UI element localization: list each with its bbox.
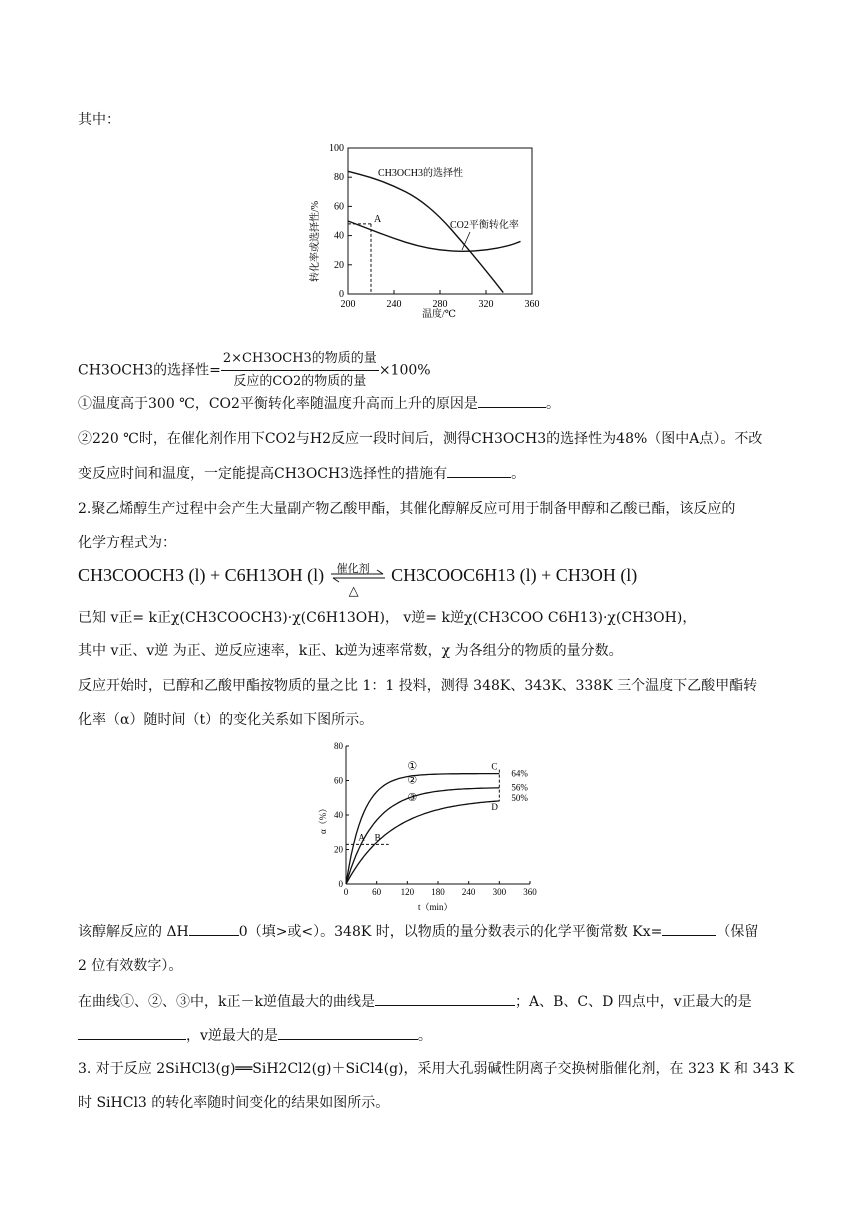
problem-3a: 反应开始时，已醇和乙酸甲酯按物质的量之比 1：1 投料，测得 348K、343K、338K 三个温度下乙酸甲酯转 xyxy=(78,678,758,694)
question-1-text: ①温度高于300 ℃，CO2平衡转化率随温度升高而上升的原因是 xyxy=(78,396,478,412)
rate-equation: 已知 v正= k正χ(CH3COOCH3)·χ(C6H13OH)， v逆= k逆χ(CH3COO C6H13)·χ(CH3OH)， xyxy=(78,610,697,626)
point-d-label: D xyxy=(491,802,498,813)
question-3 xyxy=(78,921,758,942)
chart1-ytick-label: 80 xyxy=(334,172,344,184)
question-2a: ②220 ℃时，在催化剂作用下CO2与H2反应一段时间后，测得CH3OCH3的选择性为48%（图中A点）。不改 xyxy=(78,431,763,447)
chart1-ytick-label: 0 xyxy=(339,289,344,300)
chart2-xlabel: t（min） xyxy=(418,902,453,912)
chart2-ytick-label: 60 xyxy=(334,775,343,786)
chart1-xlabel: 温度/℃ xyxy=(422,309,456,320)
question-4b xyxy=(78,1025,432,1046)
question-4-text-d: 。 xyxy=(417,1028,432,1044)
end-label-56: 56% xyxy=(511,782,528,793)
selectivity-formula xyxy=(78,348,431,393)
problem-2a: 2.聚乙烯醇生产过程中会产生大量副产物乙酸甲酯，其催化醇解反应可用于制备甲醇和乙酸已酯，该反应的 xyxy=(78,501,736,517)
equation-left: CH3COOCH3 (l) + C6H13OH (l) xyxy=(78,565,325,585)
problem-3b: 化率（α）随时间（t）的变化关系如下图所示。 xyxy=(78,712,374,728)
heat-symbol: △ xyxy=(348,583,359,598)
equilibrium-arrow xyxy=(329,562,387,598)
point-b-label: B xyxy=(374,832,381,843)
point-a-label: A xyxy=(358,832,365,843)
chart1-xtick-label: 240 xyxy=(386,299,402,310)
answer-blank-6[interactable] xyxy=(78,1025,186,1040)
chart2-xtick-label: 300 xyxy=(492,887,507,897)
chart2-xtick-label: 360 xyxy=(523,887,537,897)
chart2-ytick-label: 80 xyxy=(334,741,343,751)
chart2-xtick-label: 120 xyxy=(400,887,415,897)
formula-fraction xyxy=(221,348,379,393)
question-3-text-c: （保留 xyxy=(716,924,759,940)
formula-suffix: ×100% xyxy=(378,362,431,379)
chart1-ytick-label: 60 xyxy=(334,201,344,213)
chart2-xtick-label: 0 xyxy=(343,887,349,897)
point-a-label: A xyxy=(374,213,382,225)
formula-numerator: 2×CH3OCH3的物质的量 xyxy=(221,348,379,371)
chart1-ylabel: 转化率或选择性/% xyxy=(310,200,321,282)
chart1-xtick-label: 280 xyxy=(432,299,448,310)
chart1-xtick-label: 320 xyxy=(478,299,494,310)
question-4a xyxy=(78,991,752,1012)
chart-conversion xyxy=(318,738,538,918)
curve-2-label: ② xyxy=(407,774,418,787)
end-label-50: 50% xyxy=(511,792,528,803)
question-4-text-c: ，v逆最大的是 xyxy=(186,1028,278,1044)
answer-blank-5[interactable] xyxy=(375,991,515,1006)
curve-3 xyxy=(346,801,499,884)
problem-4b: 时 SiHCl3 的转化率随时间变化的结果如图所示。 xyxy=(78,1095,390,1111)
question-3-text-a: 该醇解反应的 ΔH xyxy=(78,924,189,940)
chart2-xtick-label: 60 xyxy=(372,887,382,897)
curve-3-label: ③ xyxy=(407,791,418,804)
question-1 xyxy=(78,393,560,414)
question-4-text-b: ；A、B、C、D 四点中，v正最大的是 xyxy=(514,994,752,1010)
question-4-text-a: 在曲线①、②、③中，k正－k逆值最大的曲线是 xyxy=(78,994,375,1010)
chart2-ylabel: α（%） xyxy=(318,803,328,834)
answer-blank-2[interactable] xyxy=(447,463,511,478)
chart-selectivity xyxy=(300,142,540,322)
chart1-xtick-label: 360 xyxy=(524,299,540,310)
chart1-ytick-label: 40 xyxy=(334,230,344,242)
problem-4a: 3. 对于反应 2SiHCl3(g)══SiH2Cl2(g)＋SiCl4(g)，采用大孔弱碱性阴离子交换树脂催化剂，在 323 K 和 343 K xyxy=(78,1061,795,1077)
end-label-64: 64% xyxy=(511,768,528,779)
answer-blank-3[interactable] xyxy=(189,921,239,936)
chart2-xtick-label: 180 xyxy=(431,887,445,897)
point-c-label: C xyxy=(491,761,498,772)
chart2-ytick-label: 20 xyxy=(334,844,343,855)
curve-1-label: ① xyxy=(407,760,418,773)
intro-text: 其中： xyxy=(78,112,120,128)
answer-blank-4[interactable] xyxy=(662,921,716,936)
series-selectivity-label: CH3OCH3的选择性 xyxy=(378,168,464,179)
answer-blank-7[interactable] xyxy=(278,1025,418,1040)
chart1-xtick-label: 200 xyxy=(340,299,356,310)
chart2-ytick-label: 40 xyxy=(334,810,343,820)
question-2b-end: 。 xyxy=(511,466,526,482)
series-co2-label: CO2平衡转化率 xyxy=(450,220,519,231)
question-2b xyxy=(78,463,525,484)
chart2-xtick-label: 240 xyxy=(461,887,476,897)
formula-prefix: CH3OCH3的选择性= xyxy=(78,362,221,379)
problem-2b: 化学方程式为： xyxy=(78,535,176,551)
answer-blank-1[interactable] xyxy=(478,393,546,408)
reaction-equation xyxy=(78,562,638,598)
chart1-ytick-label: 100 xyxy=(329,143,344,154)
question-1-end: 。 xyxy=(545,396,560,412)
chart1-ytick-label: 20 xyxy=(334,259,344,271)
chart2-ytick-label: 0 xyxy=(338,879,343,889)
rate-explanation: 其中 v正、v逆 为正、逆反应速率，k正、k逆为速率常数，χ 为各组分的物质的量分数。 xyxy=(78,643,623,659)
question-3-text-b: 0（填>或<）。348K 时，以物质的量分数表示的化学平衡常数 Kx= xyxy=(238,924,663,940)
formula-denominator: 反应的CO2的物质的量 xyxy=(233,374,367,389)
question-3-end: 2 位有效数字）。 xyxy=(78,958,183,974)
curve-1 xyxy=(346,774,499,884)
equation-right: CH3COOC6H13 (l) + CH3OH (l) xyxy=(391,565,638,585)
catalyst-label: 催化剂 xyxy=(336,562,370,575)
question-2b-text: 变反应时间和温度，一定能提高CH3OCH3选择性的措施有 xyxy=(78,466,448,482)
